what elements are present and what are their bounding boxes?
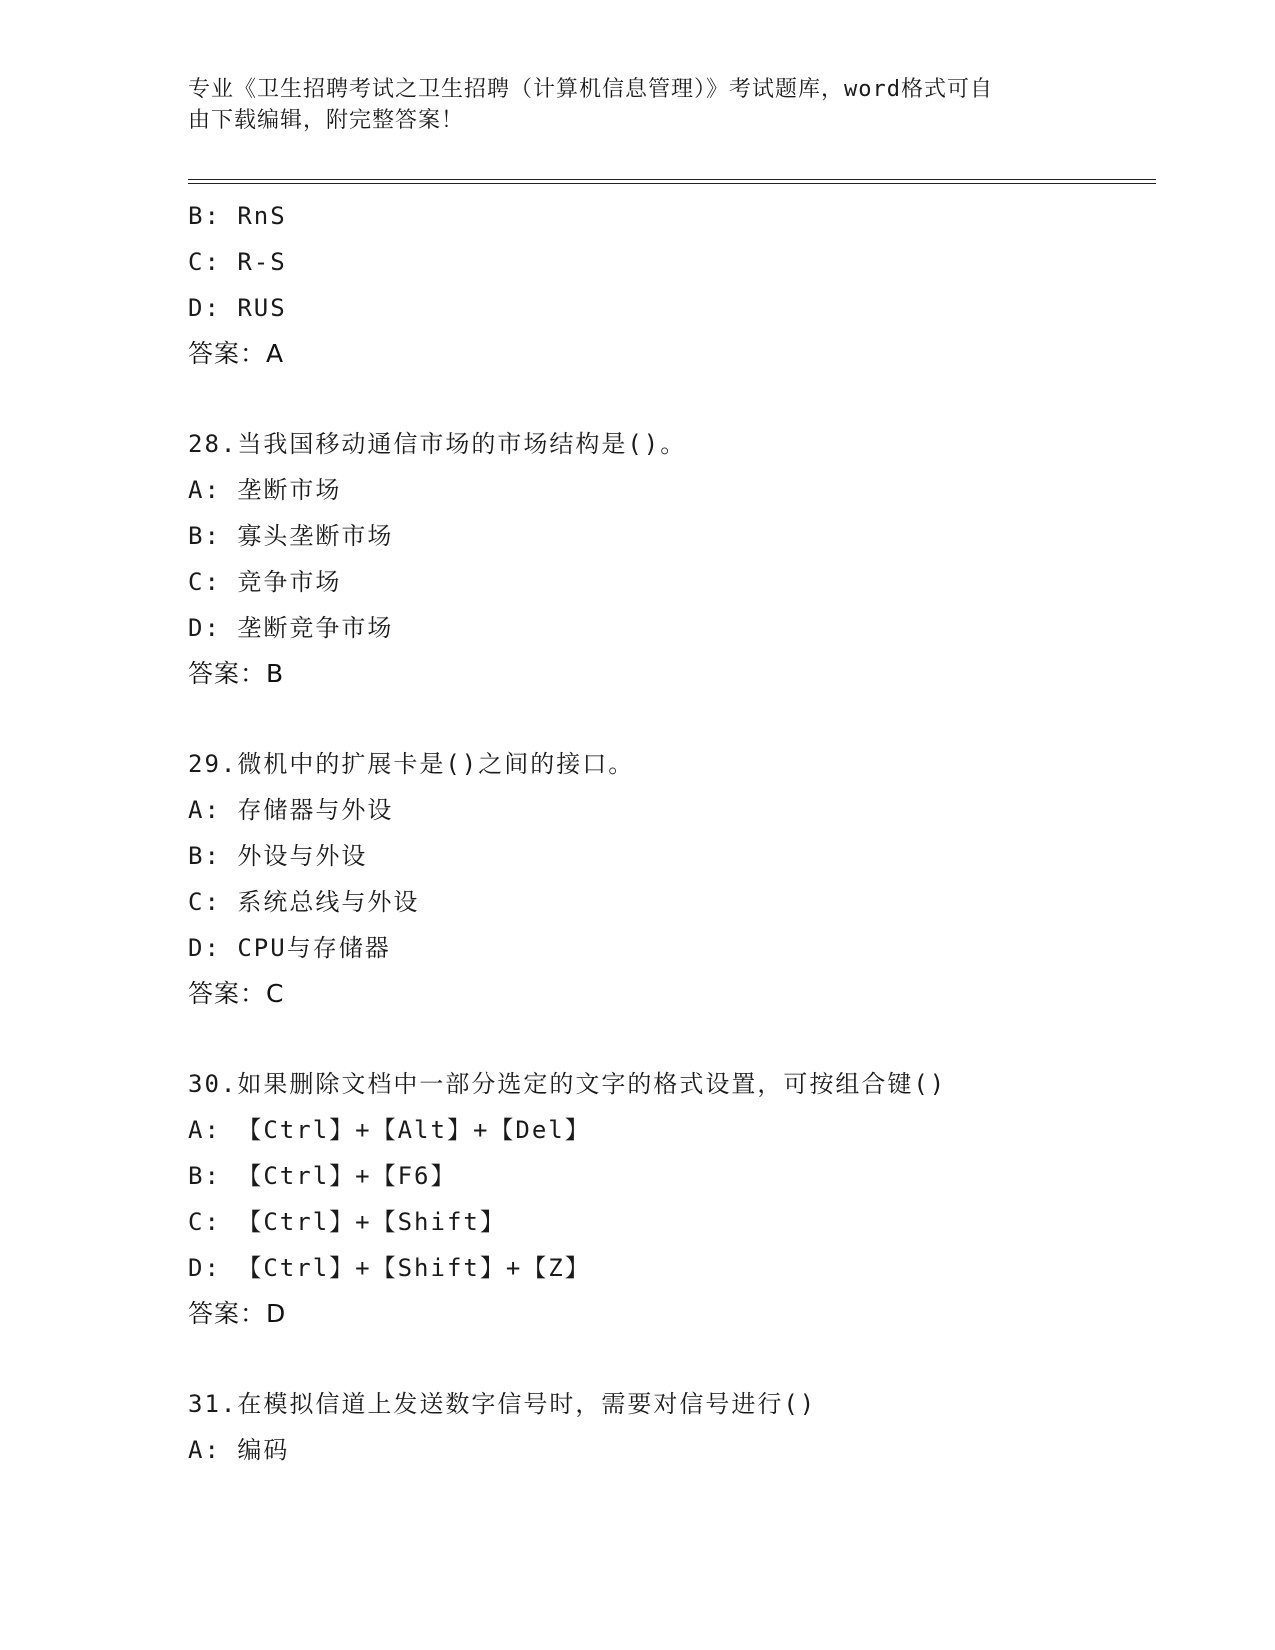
question-spacer bbox=[188, 1337, 1148, 1381]
question-text: 30.如果删除文档中一部分选定的文字的格式设置，可按组合键() bbox=[188, 1070, 947, 1098]
document-header bbox=[188, 74, 1088, 136]
question-30 bbox=[188, 1061, 1148, 1337]
question-spacer bbox=[188, 377, 1148, 421]
question-text: 29.微机中的扩展卡是()之间的接口。 bbox=[188, 750, 635, 778]
header-divider-bottom bbox=[188, 183, 1156, 184]
question-list bbox=[188, 193, 1148, 1473]
option-b: B: 外设与外设 bbox=[188, 842, 368, 870]
option-c: C: 【Ctrl】+【Shift】 bbox=[188, 1208, 506, 1236]
option-a: A: 编码 bbox=[188, 1436, 290, 1464]
question-27-continued bbox=[188, 193, 1148, 377]
option-a: A: 存储器与外设 bbox=[188, 796, 394, 824]
question-28 bbox=[188, 421, 1148, 697]
question-spacer bbox=[188, 1017, 1148, 1061]
answer-line: 答案：A bbox=[188, 339, 285, 368]
option-d: D: RUS bbox=[188, 294, 287, 322]
question-spacer bbox=[188, 697, 1148, 741]
question-31 bbox=[188, 1381, 1148, 1473]
header-line-1: 专业《卫生招聘考试之卫生招聘（计算机信息管理）》考试题库，word格式可自 bbox=[188, 77, 993, 102]
option-c: C: R-S bbox=[188, 248, 287, 276]
option-d: D: 【Ctrl】+【Shift】+【Z】 bbox=[188, 1254, 591, 1282]
option-b: B: 寡头垄断市场 bbox=[188, 522, 394, 550]
option-b: B: RnS bbox=[188, 202, 287, 230]
question-29 bbox=[188, 741, 1148, 1017]
answer-line: 答案：C bbox=[188, 979, 285, 1008]
option-d: D: CPU与存储器 bbox=[188, 934, 391, 962]
option-a: A: 垄断市场 bbox=[188, 476, 342, 504]
option-c: C: 系统总线与外设 bbox=[188, 888, 420, 916]
question-text: 28.当我国移动通信市场的市场结构是()。 bbox=[188, 430, 687, 458]
question-text: 31.在模拟信道上发送数字信号时，需要对信号进行() bbox=[188, 1390, 817, 1418]
header-divider-top bbox=[188, 179, 1156, 180]
option-d: D: 垄断竞争市场 bbox=[188, 614, 394, 642]
header-line-2: 由下载编辑，附完整答案！ bbox=[188, 108, 465, 133]
answer-line: 答案：B bbox=[188, 659, 285, 688]
option-c: C: 竞争市场 bbox=[188, 568, 342, 596]
option-a: A: 【Ctrl】+【Alt】+【Del】 bbox=[188, 1116, 591, 1144]
option-b: B: 【Ctrl】+【F6】 bbox=[188, 1162, 457, 1190]
answer-line: 答案：D bbox=[188, 1299, 287, 1328]
